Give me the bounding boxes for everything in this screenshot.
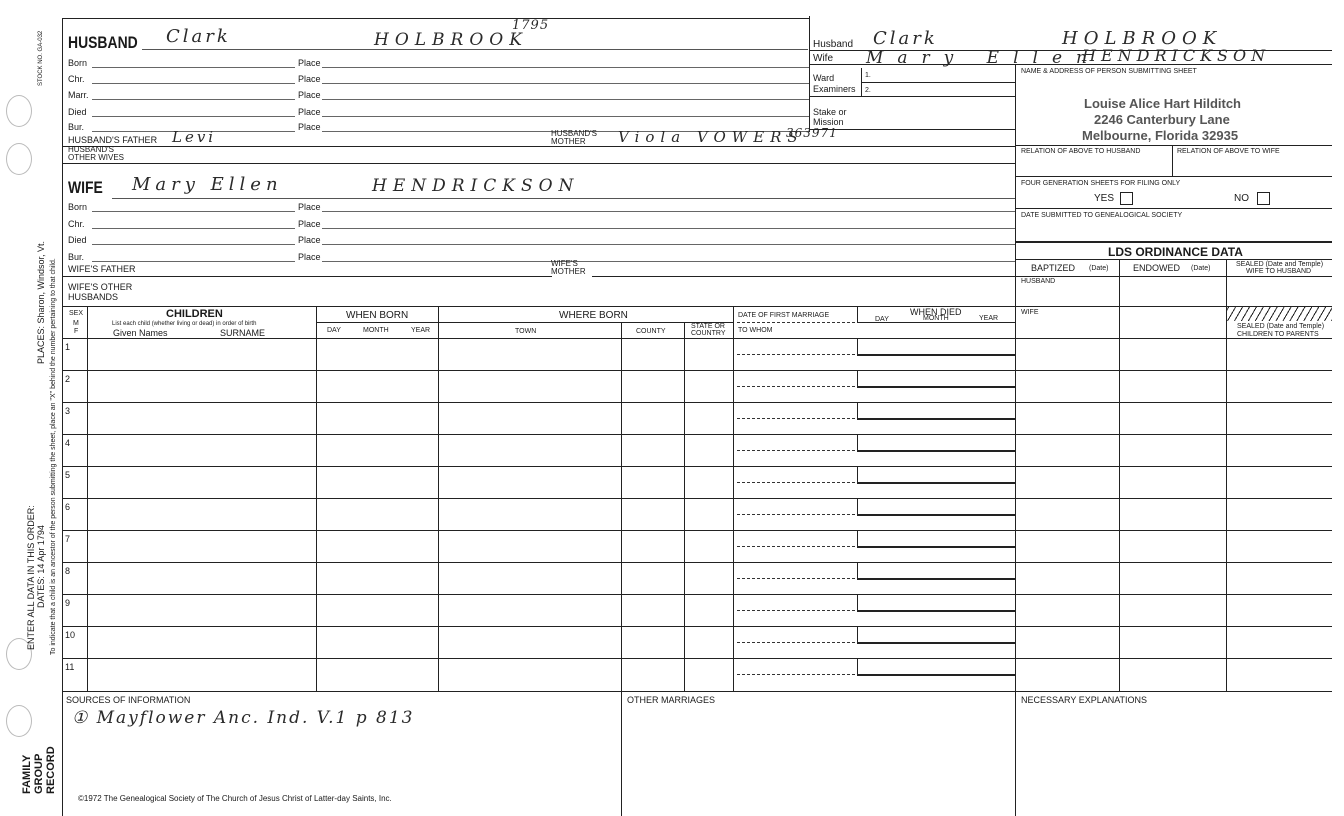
wife-mother-label: WIFE'S bbox=[551, 259, 578, 268]
child-marriage-line bbox=[737, 514, 855, 515]
binder-hole bbox=[6, 705, 32, 737]
child-row-divider bbox=[62, 562, 1015, 563]
col-where-born: WHERE BORN bbox=[559, 310, 628, 321]
child-died-line bbox=[857, 386, 1015, 388]
wife-other-husbands-label: WIFE'S OTHER bbox=[68, 282, 133, 292]
husband-surname: HOLBROOK bbox=[374, 30, 528, 50]
wife-row-place-line bbox=[322, 244, 1015, 245]
husband-father-label: HUSBAND'S FATHER bbox=[68, 135, 158, 145]
col-surname: SURNAME bbox=[220, 328, 266, 338]
submitter-label: NAME & ADDRESS OF PERSON SUBMITTING SHEET bbox=[1021, 68, 1197, 75]
four-generation-label: FOUR GENERATION SHEETS FOR FILING ONLY bbox=[1021, 180, 1181, 187]
child-died-divider bbox=[857, 594, 858, 610]
child-died-divider bbox=[857, 370, 858, 386]
child-marriage-line bbox=[737, 578, 855, 579]
header-husband-given: Clark bbox=[873, 28, 938, 49]
child-row-divider bbox=[62, 402, 1015, 403]
lds-row-divider bbox=[1015, 594, 1332, 595]
col-given-names: Given Names bbox=[113, 328, 168, 338]
husband-row-place-label: Place bbox=[298, 107, 321, 117]
child-row-divider bbox=[62, 498, 1015, 499]
col-when-died: WHEN DIED bbox=[910, 307, 962, 317]
husband-row-label: Born bbox=[68, 58, 88, 68]
other-marriages-label: OTHER MARRIAGES bbox=[627, 695, 716, 705]
sources-label: SOURCES OF INFORMATION bbox=[66, 695, 191, 705]
child-row-number: 11 bbox=[65, 662, 75, 672]
lds-row-divider bbox=[1015, 498, 1332, 499]
husband-row-label: Died bbox=[68, 107, 87, 117]
date-submitted-label: DATE SUBMITTED TO GENEALOGICAL SOCIETY bbox=[1021, 212, 1183, 219]
child-row-number: 3 bbox=[65, 406, 71, 416]
wife-row-label: Born bbox=[68, 202, 88, 212]
child-row-divider bbox=[62, 466, 1015, 467]
sources-value: ① Mayflower Anc. Ind. V.1 p 813 bbox=[72, 708, 415, 728]
lds-row-divider bbox=[1015, 530, 1332, 531]
child-row-divider bbox=[62, 658, 1015, 659]
wife-row-label: Chr. bbox=[68, 219, 85, 229]
child-row-divider bbox=[62, 434, 1015, 435]
relation-wife-label: RELATION OF ABOVE TO WIFE bbox=[1177, 148, 1280, 155]
child-row-number: 10 bbox=[65, 630, 76, 640]
child-row-number: 9 bbox=[65, 598, 71, 608]
husband-row-place-line bbox=[322, 83, 809, 84]
lds-row-divider bbox=[1015, 370, 1332, 371]
four-generation-yes-label: YES bbox=[1094, 193, 1115, 204]
lds-endowed-label: ENDOWED bbox=[1133, 263, 1180, 273]
instructions-places: PLACES: Sharon, Windsor, Vt. bbox=[36, 240, 46, 364]
child-row-number: 6 bbox=[65, 502, 71, 512]
examiner-2: 2. bbox=[865, 87, 871, 94]
lds-row-divider bbox=[1015, 658, 1332, 659]
husband-mother-note: 363971 bbox=[786, 126, 838, 140]
child-died-divider bbox=[857, 530, 858, 546]
lds-row-divider bbox=[1015, 562, 1332, 563]
wife-row-place-line bbox=[322, 261, 1015, 262]
wife-row-date-line bbox=[92, 244, 295, 245]
lds-title: LDS ORDINANCE DATA bbox=[1108, 245, 1243, 259]
child-row-number: 8 bbox=[65, 566, 71, 576]
lds-baptized-label: BAPTIZED bbox=[1031, 263, 1076, 273]
husband-row-date-line bbox=[92, 116, 295, 117]
wife-heading: WIFE bbox=[68, 178, 103, 197]
husband-row-label: Bur. bbox=[68, 122, 85, 132]
child-marriage-line bbox=[737, 450, 855, 451]
child-died-divider bbox=[857, 434, 858, 450]
husband-row-place-line bbox=[322, 67, 809, 68]
husband-mother-value: Viola VOWERS bbox=[618, 128, 804, 146]
child-died-divider bbox=[857, 626, 858, 642]
husband-row-date-line bbox=[92, 67, 295, 68]
four-generation-no-label: NO bbox=[1234, 193, 1249, 204]
wife-row-label: Died bbox=[68, 235, 87, 245]
instructions-order: ENTER ALL DATA IN THIS ORDER: bbox=[26, 505, 36, 650]
wife-given-name: Mary Ellen bbox=[132, 174, 283, 195]
record-title-family: FAMILY bbox=[21, 754, 33, 794]
child-marriage-line bbox=[737, 482, 855, 483]
child-died-line bbox=[857, 450, 1015, 452]
copyright: ©1972 The Genealogical Society of The Church of Jesus Christ of Latter-day Saints, Inc. bbox=[78, 794, 392, 803]
child-row-number: 1 bbox=[65, 342, 71, 352]
submitter-street: 2246 Canterbury Lane bbox=[1094, 112, 1230, 127]
child-died-divider bbox=[857, 658, 858, 674]
header-wife-label: Wife bbox=[813, 53, 833, 64]
col-to-whom: TO WHOM bbox=[738, 327, 773, 334]
child-row-number: 4 bbox=[65, 438, 71, 448]
col-children-title: CHILDREN bbox=[166, 308, 223, 320]
submitter-city: Melbourne, Florida 32935 bbox=[1082, 128, 1239, 143]
record-title-group: GROUP bbox=[33, 753, 45, 794]
child-marriage-line bbox=[737, 674, 855, 675]
wife-row-place-line bbox=[322, 228, 1015, 229]
husband-mother-label: HUSBAND'S bbox=[551, 129, 597, 138]
child-marriage-line bbox=[737, 354, 855, 355]
child-died-line bbox=[857, 482, 1015, 484]
stake-label: Stake or bbox=[813, 107, 847, 117]
wife-row-place-label: Place bbox=[298, 235, 321, 245]
examiners-label: Examiners bbox=[813, 84, 856, 94]
child-died-divider bbox=[857, 338, 858, 354]
wife-row-place-label: Place bbox=[298, 202, 321, 212]
child-marriage-line bbox=[737, 642, 855, 643]
husband-given-name: Clark bbox=[166, 26, 231, 47]
necessary-explanations-label: NECESSARY EXPLANATIONS bbox=[1021, 695, 1148, 705]
relation-husband-label: RELATION OF ABOVE TO HUSBAND bbox=[1021, 148, 1141, 155]
header-wife-given: Mary Ellen bbox=[866, 48, 1101, 68]
child-died-line bbox=[857, 578, 1015, 580]
col-when-born: WHEN BORN bbox=[346, 310, 409, 321]
child-row-divider bbox=[62, 626, 1015, 627]
child-marriage-line bbox=[737, 610, 855, 611]
husband-year-note: 1795 bbox=[512, 18, 550, 33]
binder-hole bbox=[6, 143, 32, 175]
child-died-divider bbox=[857, 562, 858, 578]
lds-sealed-wife-label: SEALED (Date and Temple) bbox=[1236, 261, 1324, 268]
husband-row-place-line bbox=[322, 116, 809, 117]
child-died-line bbox=[857, 514, 1015, 516]
child-row-number: 5 bbox=[65, 470, 71, 480]
child-died-line bbox=[857, 354, 1015, 356]
header-husband-surname: HOLBROOK bbox=[1062, 28, 1223, 49]
husband-other-wives-label: HUSBAND'S bbox=[68, 145, 114, 154]
child-died-line bbox=[857, 546, 1015, 548]
wife-row-place-label: Place bbox=[298, 219, 321, 229]
col-children-instructions: List each child (whether living or dead) in order of birth bbox=[112, 321, 257, 327]
ward-label: Ward bbox=[813, 73, 835, 83]
header-divider bbox=[809, 16, 810, 132]
stock-number: STOCK NO. GA-032 bbox=[38, 30, 44, 86]
lds-row-divider bbox=[1015, 434, 1332, 435]
wife-father-label: WIFE'S FATHER bbox=[68, 264, 136, 274]
instructions-dates: DATES: 14 Apr 1794 bbox=[36, 525, 46, 608]
child-died-line bbox=[857, 418, 1015, 420]
child-row-divider bbox=[62, 530, 1015, 531]
husband-row-label: Marr. bbox=[68, 90, 89, 100]
husband-row-place-label: Place bbox=[298, 74, 321, 84]
wife-row-place-line bbox=[322, 211, 1015, 212]
husband-row-date-line bbox=[92, 99, 295, 100]
husband-row-label: Chr. bbox=[68, 74, 85, 84]
wife-row-date-line bbox=[92, 261, 295, 262]
binder-hole bbox=[6, 95, 32, 127]
header-husband-label: Husband bbox=[813, 39, 854, 50]
lds-row-divider bbox=[1015, 626, 1332, 627]
child-died-divider bbox=[857, 466, 858, 482]
child-died-divider bbox=[857, 402, 858, 418]
lds-hatched-area bbox=[1227, 307, 1332, 321]
husband-row-place-label: Place bbox=[298, 122, 321, 132]
husband-father-value: Levi bbox=[172, 128, 217, 146]
left-border bbox=[62, 18, 63, 816]
lds-sealed-children-label: SEALED (Date and Temple) bbox=[1237, 323, 1325, 330]
examiner-1: 1. bbox=[865, 72, 871, 79]
col-sex-label: SEX bbox=[69, 310, 84, 317]
wife-row-label: Bur. bbox=[68, 252, 85, 262]
child-died-line bbox=[857, 642, 1015, 644]
child-died-line bbox=[857, 610, 1015, 612]
lds-row-divider bbox=[1015, 338, 1332, 339]
child-marriage-line bbox=[737, 546, 855, 547]
wife-row-place-label: Place bbox=[298, 252, 321, 262]
record-title-record: RECORD bbox=[45, 746, 57, 794]
lds-row-divider bbox=[1015, 402, 1332, 403]
husband-heading: HUSBAND bbox=[68, 33, 138, 52]
submitter-name: Louise Alice Hart Hilditch bbox=[1084, 96, 1241, 111]
wife-row-date-line bbox=[92, 228, 295, 229]
husband-row-place-label: Place bbox=[298, 58, 321, 68]
child-row-divider bbox=[62, 370, 1015, 371]
wife-surname: HENDRICKSON bbox=[372, 176, 580, 196]
lds-row-divider bbox=[1015, 466, 1332, 467]
instructions-ancestor: To indicate that a child is an ancestor of the person submitting the sheet, place an "X" behind the number pertaining to that child. bbox=[50, 258, 57, 655]
husband-row-date-line bbox=[92, 83, 295, 84]
wife-row-date-line bbox=[92, 211, 295, 212]
four-generation-yes-checkbox[interactable] bbox=[1120, 192, 1133, 205]
child-row-divider bbox=[62, 594, 1015, 595]
header-wife-surname: HENDRICKSON bbox=[1082, 46, 1271, 65]
husband-row-place-line bbox=[322, 99, 809, 100]
four-generation-no-checkbox[interactable] bbox=[1257, 192, 1270, 205]
child-marriage-line bbox=[737, 386, 855, 387]
lds-husband-label: HUSBAND bbox=[1021, 278, 1056, 285]
child-marriage-line bbox=[737, 418, 855, 419]
top-border bbox=[62, 18, 810, 19]
child-row-number: 7 bbox=[65, 534, 71, 544]
child-row-number: 2 bbox=[65, 374, 71, 384]
husband-row-place-label: Place bbox=[298, 90, 321, 100]
child-died-divider bbox=[857, 498, 858, 514]
lds-wife-label: WIFE bbox=[1021, 309, 1039, 316]
col-first-marriage: DATE OF FIRST MARRIAGE bbox=[738, 312, 830, 319]
child-died-line bbox=[857, 674, 1015, 676]
